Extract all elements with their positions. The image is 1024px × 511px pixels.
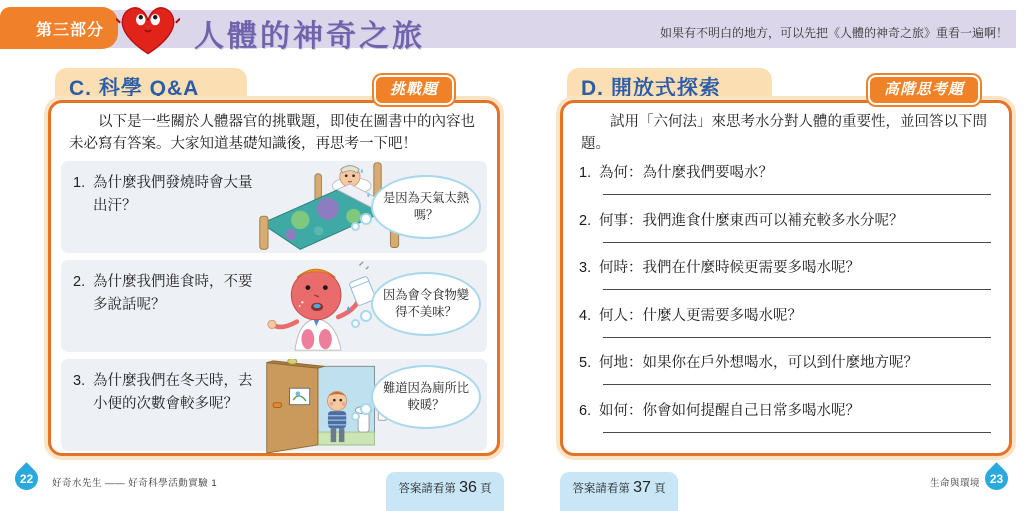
answer-reference-left [386,472,504,511]
heart-mascot-icon [116,1,180,59]
header-note: 如果有不明白的地方，可以先把《人體的神奇之旅》重看一遍啊！ [659,26,1008,40]
qa-item-5 [579,353,995,401]
water-drop-icon [10,462,43,495]
left-page-number: 22 [19,471,34,486]
qa-2-text: 何事：我們進食什麼東西可以補充較多水分呢？ [599,212,904,229]
water-drop-icon [980,462,1013,495]
question-row-2 [61,260,487,352]
right-page-number: 23 [989,471,1004,486]
answer-reference-right [560,472,678,511]
answer-ref-left-prefix: 答案請看第 [398,483,456,495]
question-1-text: 為什麼我們發燒時會大量出汗？ [93,175,253,215]
question-3 [73,370,261,416]
six-w-question-list [579,163,995,448]
answer-blank-line [603,194,991,195]
thought-bubble-3-text: 難道因為廁所比較暖？ [382,381,470,412]
series-title: 好奇水先生 —— 好奇科學活動實驗 1 [52,478,218,489]
category-label: 生命與環境 [930,478,981,489]
qa-item-2 [579,211,995,259]
qa-4-text: 何人：什麼人更需要多喝水呢？ [599,307,802,324]
thought-bubble-2 [371,272,481,336]
answer-blank-line [603,337,991,338]
part-label-tab [0,7,118,49]
open-exploration-intro: 試用「六何法」來思考水分對人體的重要性，並回答以下問題。 [581,114,987,153]
answer-ref-left-suffix: 頁 [480,483,492,495]
qa-2-number: 2. [579,212,592,229]
answer-ref-right-suffix: 頁 [654,483,666,495]
qa-3-number: 3. [579,260,592,276]
qa-6-text: 如何：你會如何提醒自己日常多喝水呢？ [599,402,860,419]
answer-ref-right-prefix: 答案請看第 [572,483,630,495]
thought-bubble-3 [371,365,481,429]
question-3-text: 為什麼我們在冬天時，去小便的次數會較多呢？ [93,373,253,413]
answer-blank-line [603,242,991,243]
qa-item-6 [579,401,995,449]
qa-item-1 [579,163,995,211]
answer-blank-line [603,384,991,385]
question-row-3 [61,359,487,451]
answer-ref-left-page: 36 [459,479,477,496]
thought-bubble-2-text: 因為會令食物變得不美味？ [382,288,470,319]
question-2 [73,271,261,317]
science-qa-panel [48,100,500,456]
qa-item-3 [579,258,995,306]
answer-blank-line [603,289,991,290]
tab-open-exploration-label: D. 開放式探索 [581,77,721,100]
tab-science-qa-label: C. 科學 Q&A [69,77,200,100]
science-qa-intro: 以下是一些關於人體器官的挑戰題，即使在圖書中的內容也未必寫有答案。大家知道基礎知識後，再思考一下吧！ [69,114,475,153]
thought-bubble-1 [371,175,481,239]
question-row-1 [61,161,487,253]
question-3-number: 3. [73,373,86,389]
qa-6-number: 6. [579,402,592,419]
qa-item-4 [579,306,995,354]
qa-4-number: 4. [579,307,592,324]
thought-bubble-1-text: 是因為天氣太熱嗎？ [382,191,470,222]
page-title: 人體的神奇之旅 [194,20,425,53]
question-2-number: 2. [73,274,86,290]
qa-5-text: 何地：如果你在戶外想喝水，可以到什麼地方呢？ [599,355,918,371]
question-1-number: 1. [73,175,86,191]
answer-blank-line [603,432,991,433]
question-2-text: 為什麼我們進食時，不要多說話呢？ [93,274,253,314]
higher-order-badge: 高階思考題 [868,75,980,105]
open-exploration-panel [560,100,1012,456]
qa-3-text: 何時：我們在什麼時候更需要多喝水呢？ [599,260,860,276]
challenge-badge: 挑戰題 [374,75,454,105]
qa-5-number: 5. [579,355,592,371]
part-label: 第三部分 [35,21,104,39]
qa-1-number: 1. [579,165,592,181]
answer-ref-right-page: 37 [633,479,651,496]
qa-1-text: 為何：為什麼我們要喝水？ [599,165,773,181]
